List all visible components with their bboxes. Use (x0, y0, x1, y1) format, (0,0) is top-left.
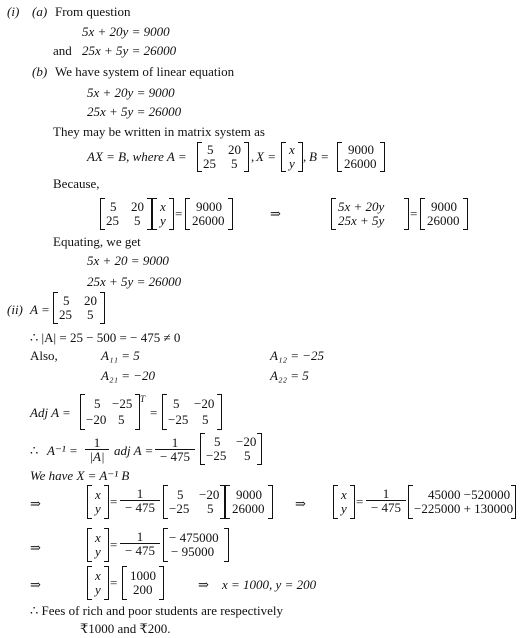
from-question-text: From question (55, 4, 131, 19)
equation-2: 25x + 5y = 26000 (82, 43, 177, 58)
matrix-b: 9000 26000 (337, 142, 385, 172)
cofactor-a21: A₂₁ = −20 (101, 368, 156, 383)
equation-1-repeat: 5x + 20y = 9000 (87, 85, 175, 100)
matrix-xy-2: x y (333, 485, 355, 519)
equation-1: 5x + 20y = 9000 (82, 24, 170, 39)
fraction-one-over-det: $\frac{1}{|A|}$ (85, 436, 109, 463)
part-b-label: (b) (32, 64, 48, 79)
we-have-text: We have X = A⁻¹ B (30, 468, 130, 483)
equation-3: 5x + 20 = 9000 (87, 253, 169, 268)
matrix-a-ii: 5 20 25 5 (53, 292, 105, 324)
adj-raw-matrix: 5 −25 −20 5 (80, 394, 140, 430)
answer-text: x = 1000, y = 200 (222, 577, 317, 592)
product-column-matrix: 45000 −520000 −225000 + 130000 (408, 485, 516, 519)
equals-sign-6: = (110, 575, 118, 590)
part-i-label: (i) (7, 4, 20, 19)
matrix-xy-4: x y (87, 566, 109, 600)
comma-separator-2: , (303, 149, 307, 164)
transpose-sup: T (140, 394, 146, 404)
and-text: and (53, 43, 72, 58)
matrix-x: x y (281, 142, 303, 172)
adj-a-label: Adj A = (30, 405, 71, 420)
because-text: Because, (53, 176, 100, 191)
lhs-column-matrix: 5x + 20y 25x + 5y (331, 198, 409, 230)
b-eq-label: B = (309, 149, 329, 164)
part-a-label: (a) (32, 4, 48, 19)
adj-matrix: 5 −20 −25 5 (162, 394, 222, 430)
adj-matrix-solve: 5 −20 −25 5 (163, 485, 225, 519)
cofactor-a11: A₁₁ = 5 (101, 348, 140, 363)
ax-eq-b-text: AX = B, where A = (87, 149, 187, 164)
a-eq-label: A = (30, 302, 50, 317)
matrix-a: 5 20 25 5 (197, 142, 249, 172)
equals-sign-2: = (410, 206, 418, 221)
x-eq-label: X = (256, 149, 276, 164)
a-inverse-label: A⁻¹ = (47, 443, 78, 458)
fraction-neg475-1: $\frac{1}{- 475}$ (120, 487, 160, 514)
fraction-neg475-3: $\frac{1}{- 475}$ (120, 530, 160, 557)
adj-a-text: adj A = (114, 443, 154, 458)
fraction-one-over-neg475: $\frac{1}{- 475}$ (155, 436, 195, 463)
rhs-column-matrix: 9000 26000 (420, 198, 468, 230)
equation-2-repeat: 25x + 5y = 26000 (87, 104, 182, 119)
equals-sign-3: = (110, 494, 118, 509)
equals-sign-5: = (110, 537, 118, 552)
because-matrix-x: x y (152, 198, 174, 230)
implies-arrow-2: ⇒ (295, 496, 306, 511)
matrix-xy-1: x y (87, 485, 109, 519)
fees-text: ₹1000 and ₹200. (80, 621, 171, 636)
adj-matrix-inverse: 5 −20 −25 5 (200, 433, 262, 465)
matrix-form-text: They may be written in matrix system as (53, 124, 265, 139)
equating-text: Equating, we get (53, 234, 141, 249)
cofactor-a12: A₁₂ = −25 (270, 348, 325, 363)
implies-arrow-4: ⇒ (30, 577, 41, 592)
comma-separator: , (251, 149, 255, 164)
because-matrix-b: 9000 26000 (185, 198, 233, 230)
determinant-line: ∴ |A| = 25 − 500 = − 475 ≠ 0 (30, 330, 181, 345)
conclusion-text: ∴ Fees of rich and poor students are respectively (30, 603, 284, 618)
equation-4: 25x + 5y = 26000 (87, 274, 182, 289)
implies-arrow-5: ⇒ (198, 577, 209, 592)
matrix-b-solve: 9000 26000 (225, 485, 273, 519)
fraction-neg475-2: $\frac{1}{- 475}$ (366, 487, 406, 514)
matrix-xy-3: x y (87, 528, 109, 562)
equals-sign: = (175, 206, 183, 221)
cofactor-a22: A₂₂ = 5 (270, 368, 309, 383)
linear-system-text: We have system of linear equation (55, 64, 235, 79)
equals-sign-4: = (356, 494, 364, 509)
final-column-matrix: 1000 200 (122, 566, 164, 600)
therefore-symbol: ∴ (30, 443, 39, 458)
because-matrix-a: 5 20 25 5 (100, 198, 152, 230)
part-ii-label: (ii) (7, 302, 23, 317)
implies-arrow-3: ⇒ (30, 540, 41, 555)
implies-arrow-1: ⇒ (30, 496, 41, 511)
result-column-matrix: − 475000 − 95000 (163, 528, 229, 562)
implies-arrow: ⇒ (270, 206, 281, 221)
also-text: Also, (30, 348, 58, 363)
equals-sign-adj: = (150, 405, 158, 420)
